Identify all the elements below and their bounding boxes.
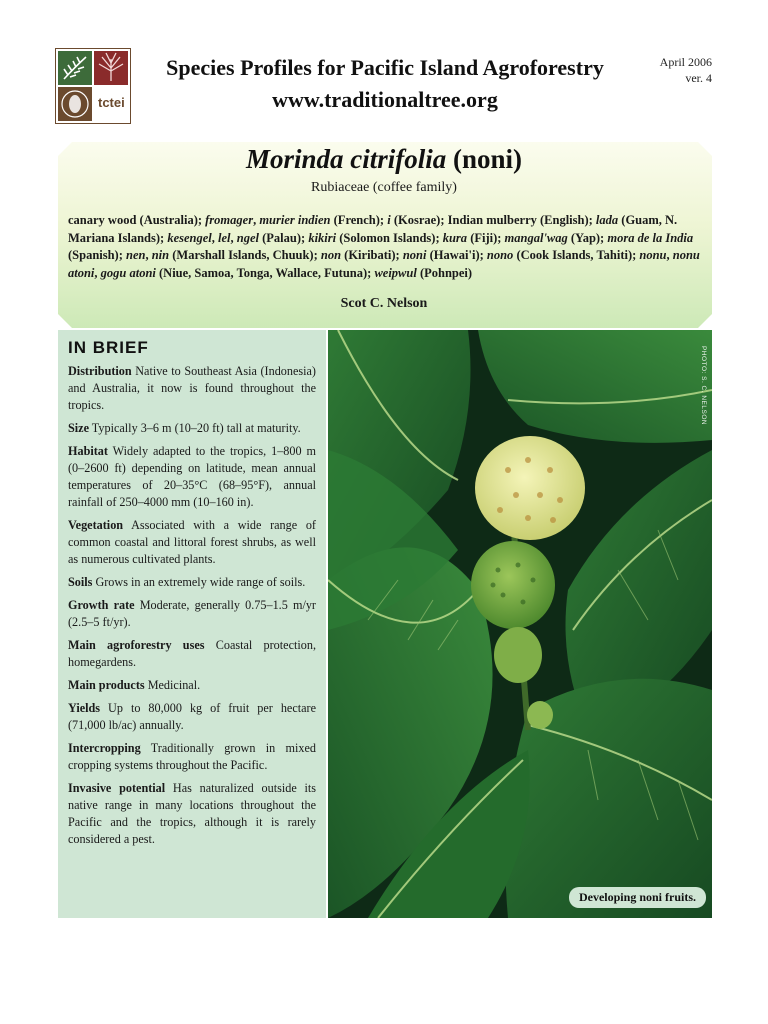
latin-name: Morinda citrifolia (245, 144, 447, 174)
common-name-local: i (387, 213, 391, 227)
in-brief-label: Soils (68, 575, 93, 589)
in-brief-text: Medicinal. (144, 678, 201, 692)
in-brief-label: Intercropping (68, 741, 141, 755)
common-name-text: , (230, 230, 237, 245)
in-brief-item (68, 700, 316, 734)
in-brief-heading: IN BRIEF (68, 338, 149, 357)
common-name-local: non (320, 248, 342, 262)
species-title (0, 144, 768, 175)
common-name-text: (French); (330, 213, 388, 227)
common-name-text: , (94, 265, 101, 280)
in-brief-text: Moderate, generally 0.75–1.5 m/yr (2.5–5 ft/yr). (68, 598, 316, 629)
common-name-local: nen (126, 248, 146, 262)
common-name-local: nonu (639, 248, 667, 262)
common-name-text: (Kiribati); (341, 248, 403, 262)
in-brief-item (68, 780, 316, 848)
in-brief-label: Habitat (68, 444, 108, 458)
in-brief-text: Widely adapted to the tropics, 1–800 m (0–2600 ft) depending on latitude, mean annual temperatures of 20–35°C (68–95°F), annual rainfall of 250–4000 mm (10–160 in). (68, 444, 316, 509)
website-link[interactable]: www.traditionaltree.org (272, 87, 498, 112)
series-title-line: Species Profiles for Pacific Island Agroforestry (166, 55, 604, 80)
in-brief-panel (58, 330, 326, 918)
in-brief-label: Size (68, 421, 89, 435)
in-brief-item (68, 740, 316, 774)
common-name-text: (Kosrae); Indian mulberry (English); (390, 213, 596, 227)
common-name-local: nonu atoni (68, 248, 700, 280)
in-brief-item (68, 443, 316, 511)
in-brief-item (68, 363, 316, 414)
publication-date: April 2006 (659, 55, 712, 69)
common-name-text: canary wood (Australia); (68, 213, 206, 227)
traditional-tree-logo (55, 48, 131, 124)
common-name-local: gogu atoni (100, 265, 156, 280)
common-name-local: noni (402, 248, 427, 262)
in-brief-item (68, 637, 316, 671)
common-name-text: (Fiji); (467, 230, 505, 245)
common-name-local: kesengel (167, 230, 212, 245)
common-name-text: (Niue, Samoa, Tonga, Wallace, Futuna); (155, 265, 375, 280)
common-name-local: weipwul (374, 265, 417, 280)
in-brief-text: Coastal protection, homegardens. (68, 638, 316, 669)
common-name-text: (Palau); (259, 230, 309, 245)
in-brief-item (68, 574, 316, 591)
common-name-text: (Yap); (567, 230, 608, 245)
family-name: Rubiaceae (coffee family) (311, 180, 457, 195)
in-brief-label: Yields (68, 701, 101, 715)
common-name-local: mora de la India (607, 230, 694, 245)
common-name-local: murier indien (259, 213, 331, 227)
in-brief-label: Invasive potential (68, 781, 166, 795)
common-name-local: nono (486, 248, 514, 262)
in-brief-label: Vegetation (68, 518, 124, 532)
in-brief-text: Associated with a wide range of common coastal and littoral forest shrubs, as well as numerous cultivated plants. (68, 518, 316, 566)
common-name-text: (Solomon Islands); (336, 230, 443, 245)
common-name-text: , (253, 213, 260, 227)
series-title (150, 52, 620, 116)
in-brief-list (68, 363, 316, 848)
in-brief-text: Typically 3–6 m (10–20 ft) tall at maturity. (88, 421, 301, 435)
logo-text: tctei (98, 95, 125, 110)
author-name: Scot C. Nelson (340, 296, 428, 311)
in-brief-text: Traditionally grown in mixed cropping systems throughout the Pacific. (68, 741, 316, 772)
common-name: (noni) (453, 144, 523, 174)
common-name-text: (Guam, N. Mariana Islands); (68, 213, 678, 245)
common-name-text: (Spanish); (68, 248, 127, 262)
common-name-text: , (145, 248, 152, 262)
in-brief-item (68, 677, 316, 694)
common-name-text: (Cook Islands, Tahiti); (513, 248, 640, 262)
common-name-local: lel (218, 230, 231, 245)
in-brief-text: Has naturalized outside its native range in many locations throughout the Pacific and the tropics, although it is rarely considered a pest. (68, 781, 317, 846)
common-name-local: lada (595, 213, 619, 227)
noni-photo (328, 330, 712, 918)
common-name-text: (Hawai'i); (426, 248, 487, 262)
photo-caption: Developing noni fruits. (569, 887, 706, 908)
in-brief-item (68, 517, 316, 568)
in-brief-label: Main agroforestry uses (68, 638, 205, 652)
common-name-text: (Marshall Islands, Chuuk); (169, 248, 321, 262)
common-name-local: fromager (205, 213, 254, 227)
common-name-text: , (666, 248, 673, 262)
common-name-local: nin (151, 248, 170, 262)
version-label: ver. 4 (685, 71, 712, 85)
common-name-local: kura (442, 230, 468, 245)
in-brief-label: Growth rate (68, 598, 135, 612)
in-brief-text: Native to Southeast Asia (Indonesia) and Australia, it now is found throughout the tropics. (68, 364, 316, 412)
in-brief-item (68, 420, 316, 437)
in-brief-label: Distribution (68, 364, 132, 378)
common-name-local: mangal'wag (504, 230, 568, 245)
photo-credit: PHOTO: S. C. NELSON (700, 346, 707, 426)
publication-info (660, 54, 712, 86)
in-brief-label: Main products (68, 678, 145, 692)
in-brief-item (68, 597, 316, 631)
in-brief-text: Grows in an extremely wide range of soils. (92, 575, 306, 589)
common-name-local: ngel (236, 230, 259, 245)
in-brief-text: Up to 80,000 kg of fruit per hectare (71,000 lb/ac) annually. (68, 701, 316, 732)
common-names-list (68, 212, 702, 282)
common-name-local: kikiri (308, 230, 337, 245)
common-name-text: , (211, 230, 219, 245)
common-name-text: (Pohnpei) (416, 265, 473, 280)
